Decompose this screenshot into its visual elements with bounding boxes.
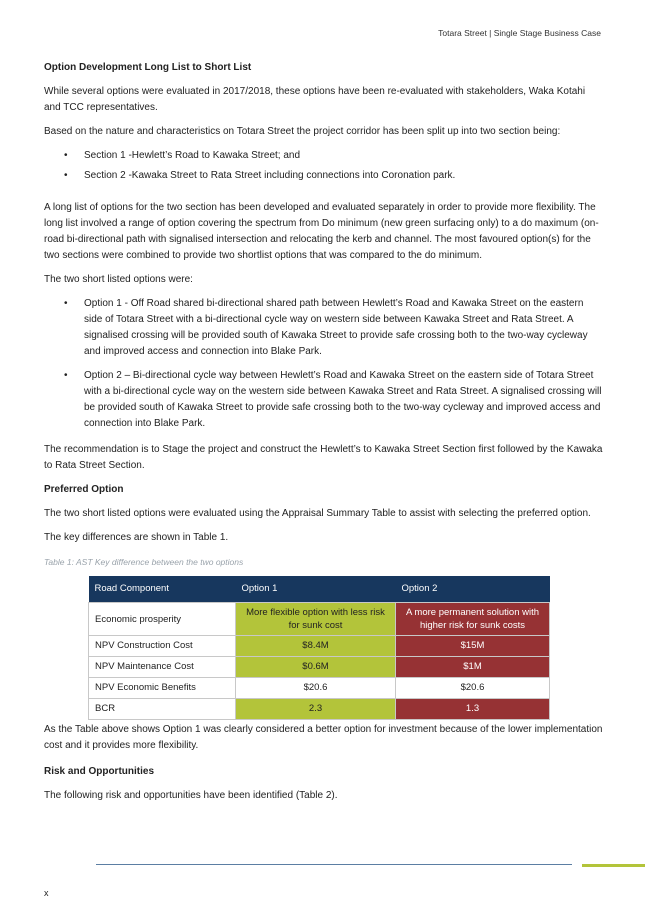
table-cell: Economic prosperity xyxy=(89,603,236,636)
table-caption: Table 1: AST Key difference between the two options xyxy=(44,557,244,567)
table-cell: NPV Maintenance Cost xyxy=(89,657,236,678)
paragraph: Based on the nature and characteristics on Totara Street the project corridor has been split up into two section being: xyxy=(44,126,561,137)
table-row xyxy=(89,657,550,678)
table-cell: 2.3 xyxy=(236,699,396,720)
document-body xyxy=(44,60,604,812)
paragraph: The two short listed options were: xyxy=(44,274,193,285)
paragraph: A long list of options for the two section has been developed and evaluated separately in order to provide more flexibility. The long list involved a range of option covering the spectrum from Do minimum (new green surfacing only) to a do maximum (on-road bi-directional path with signalised intersection and relocating the kerb and channel. The most favoured option(s) for the two sections were combined to provide two shortlist options that was compared to the do minimum. xyxy=(44,202,599,261)
page-number: x xyxy=(44,888,49,898)
bullet-icon: • xyxy=(64,150,68,161)
bullet-icon: • xyxy=(64,298,68,309)
section-list xyxy=(44,148,604,184)
list-item: • Option 1 - Off Road shared bi-directional shared path between Hewlett’s Road and Kawaka Street on the eastern side of Totara Street with a bi-directional cycle way on western side between Kawaka Street and Rata Street. A signalised crossing will be provided south of Kawaka Street to provide safe crossing both to the two-way cycleway and improved access and connection into Blake Park. xyxy=(64,298,588,357)
table-row xyxy=(89,603,550,636)
table-header-cell: Option 1 xyxy=(236,576,396,603)
list-item: • Option 2 – Bi-directional cycle way between Hewlett’s Road and Kawaka Street on the eastern side of Totara Street with a bi-directional cycle way on the western side between Kawaka Street and Rata Street. A signalised crossing will be provided south of Kawaka Street to provide safe crossing both to the two-way cycleway and improved access and connection into Blake Park. xyxy=(64,370,602,429)
bullet-icon: • xyxy=(64,170,68,181)
page-header: Totara Street | Single Stage Business Case xyxy=(438,28,601,38)
footer-accent-bar xyxy=(582,864,645,867)
table-row xyxy=(89,636,550,657)
table-cell: $0.6M xyxy=(236,657,396,678)
table-cell: $20.6 xyxy=(396,678,550,699)
table-header-row xyxy=(89,576,550,603)
table-cell: BCR xyxy=(89,699,236,720)
table-header-cell: Option 2 xyxy=(396,576,550,603)
bullet-icon: • xyxy=(64,370,68,381)
table-row xyxy=(89,699,550,720)
table-row xyxy=(89,678,550,699)
table-cell: NPV Economic Benefits xyxy=(89,678,236,699)
table-cell: NPV Construction Cost xyxy=(89,636,236,657)
list-item: • Section 2 -Kawaka Street to Rata Street including connections into Coronation park. xyxy=(84,168,604,184)
section-heading-risk: Risk and Opportunities xyxy=(44,766,155,777)
section-heading-preferred: Preferred Option xyxy=(44,484,124,495)
paragraph: The recommendation is to Stage the project and construct the Hewlett’s to Kawaka Street Section first followed by the Kawaka to Rata Street Section. xyxy=(44,444,603,471)
paragraph: The two short listed options were evaluated using the Appraisal Summary Table to assist with selecting the preferred option. xyxy=(44,508,591,519)
table-header-cell: Road Component xyxy=(89,576,236,603)
section-heading-longlist: Option Development Long List to Short List xyxy=(44,62,252,73)
table-cell: $1M xyxy=(396,657,550,678)
paragraph: The following risk and opportunities have been identified (Table 2). xyxy=(44,790,338,801)
table-cell: $20.6 xyxy=(236,678,396,699)
table-cell: More flexible option with less risk for sunk cost xyxy=(236,603,396,636)
footer-divider xyxy=(96,864,572,865)
paragraph: While several options were evaluated in 2017/2018, these options have been re-evaluated with stakeholders, Waka Kotahi and TCC representatives. xyxy=(44,86,586,113)
ast-table xyxy=(88,576,550,720)
paragraph: The key differences are shown in Table 1. xyxy=(44,532,229,543)
table-cell: $15M xyxy=(396,636,550,657)
options-list xyxy=(44,296,604,432)
table-cell: 1.3 xyxy=(396,699,550,720)
table-cell: $8.4M xyxy=(236,636,396,657)
list-item: • Section 1 -Hewlett’s Road to Kawaka Street; and xyxy=(84,148,604,164)
table-cell: A more permanent solution with higher risk for sunk costs xyxy=(396,603,550,636)
paragraph: As the Table above shows Option 1 was clearly considered a better option for investment because of the lower implementation cost and it provides more flexibility. xyxy=(44,724,603,751)
